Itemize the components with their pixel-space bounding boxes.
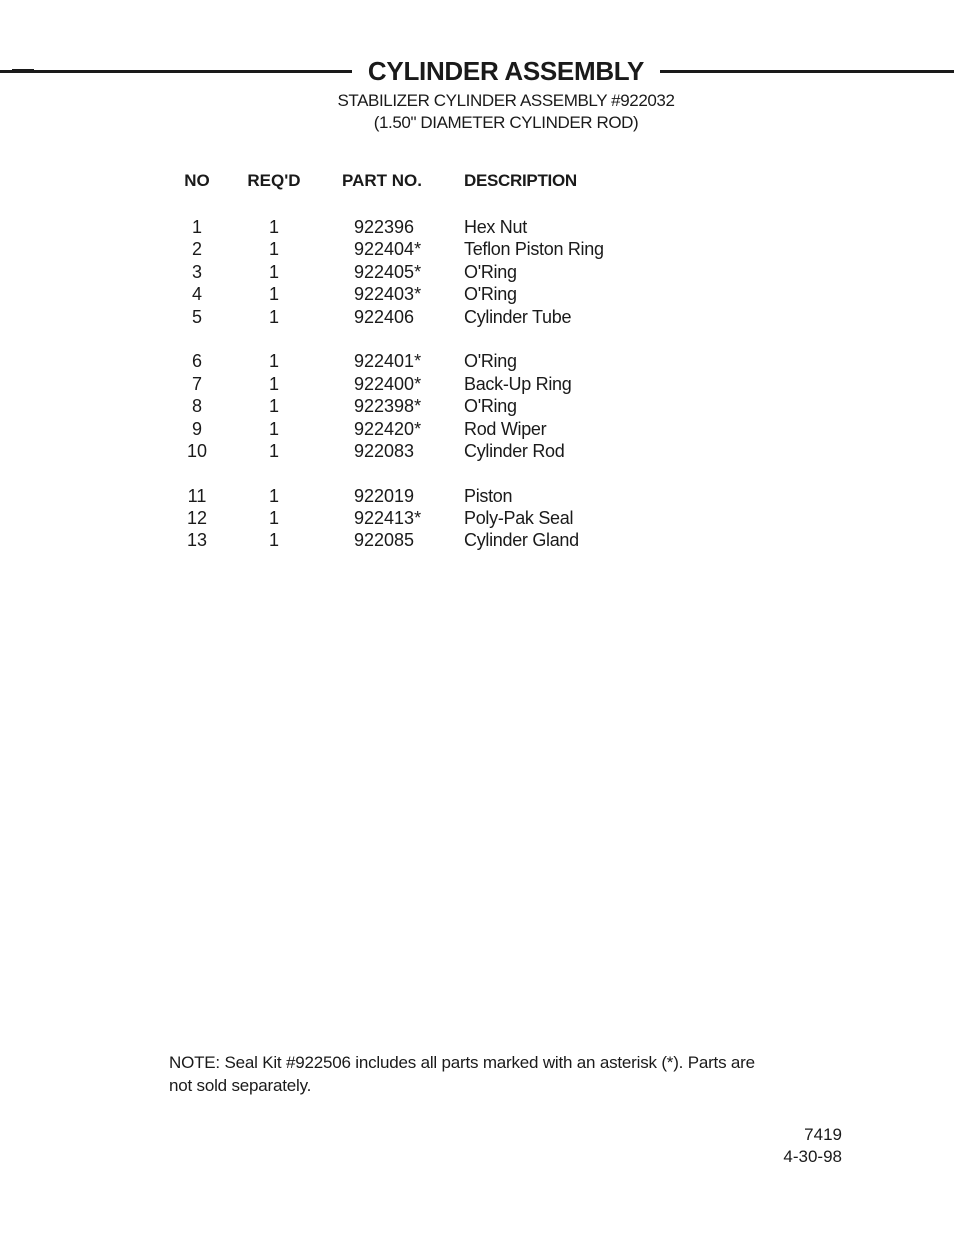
cell-description: Rod Wiper [464,418,547,439]
cell-description: Cylinder Tube [464,306,572,327]
cell-no: 7 [191,373,202,394]
cell-part-no: 922404* [354,239,422,260]
cell-part-no: 922019 [354,485,415,506]
cell-reqd: 1 [268,485,279,506]
cell-description: O'Ring [464,261,517,282]
cell-no: 2 [191,239,202,260]
cell-part-no: 922400* [354,373,422,394]
cell-description: Cylinder Rod [464,440,565,461]
header-reqd: REQ'D [247,171,301,190]
header-part-no: PART NO. [342,171,422,190]
cell-part-no: 922398* [354,396,422,417]
cell-description: Cylinder Gland [464,530,579,551]
cell-no: 12 [186,508,208,529]
seal-kit-note [169,1051,849,1097]
cell-no: 5 [191,306,202,327]
cell-reqd: 1 [268,284,279,305]
cell-part-no: 922405* [354,261,422,282]
cell-description: O'Ring [464,351,517,372]
title-rule-left [0,70,352,73]
cell-part-no: 922420* [354,418,422,439]
note-line-2: not sold separately. [169,1076,312,1095]
cell-reqd: 1 [268,440,279,461]
title-rule-accent [12,69,34,71]
cell-reqd: 1 [268,530,279,551]
cell-description: O'Ring [464,396,517,417]
cell-no: 11 [187,485,207,506]
cell-reqd: 1 [268,418,279,439]
cell-description: Hex Nut [464,217,527,237]
assembly-subtitle: STABILIZER CYLINDER ASSEMBLY #922032 [337,91,675,110]
cell-no: 8 [191,396,202,417]
note-line-1: NOTE: Seal Kit #922506 includes all parts marked with an asterisk (*). Parts are [169,1053,755,1072]
page-title: CYLINDER ASSEMBLY [367,56,645,86]
cell-part-no: 922413* [354,508,422,529]
cell-reqd: 1 [268,351,279,372]
assembly-rod-diameter: (1.50" DIAMETER CYLINDER ROD) [373,113,639,132]
header-no: NO [184,171,210,190]
cell-description: Poly-Pak Seal [464,508,574,529]
cell-no: 13 [186,530,208,551]
document-date: 4-30-98 [783,1147,842,1166]
cell-part-no: 922083 [354,440,415,461]
cell-no: 6 [191,351,202,372]
cell-reqd: 1 [268,373,279,394]
cell-part-no: 922396 [354,217,415,237]
title-rule-right [660,70,954,73]
cell-reqd: 1 [268,508,279,529]
cell-description: Piston [464,485,513,506]
cell-no: 1 [191,217,202,237]
cell-reqd: 1 [268,396,279,417]
header-description: DESCRIPTION [464,171,577,190]
cell-reqd: 1 [268,239,279,260]
cell-no: 3 [191,261,202,282]
cell-part-no: 922401* [354,351,422,372]
cell-reqd: 1 [268,217,279,237]
cell-no: 9 [191,418,202,439]
cell-description: Back-Up Ring [464,373,572,394]
cell-description: Teflon Piston Ring [464,239,604,260]
cell-no: 4 [191,284,202,305]
cell-no: 10 [186,440,208,461]
cell-part-no: 922406 [354,306,415,327]
cell-description: O'Ring [464,284,517,305]
cell-part-no: 922085 [354,530,415,551]
cell-reqd: 1 [268,261,279,282]
cell-part-no: 922403* [354,284,422,305]
document-code: 7419 [804,1125,842,1144]
cell-reqd: 1 [268,306,279,327]
